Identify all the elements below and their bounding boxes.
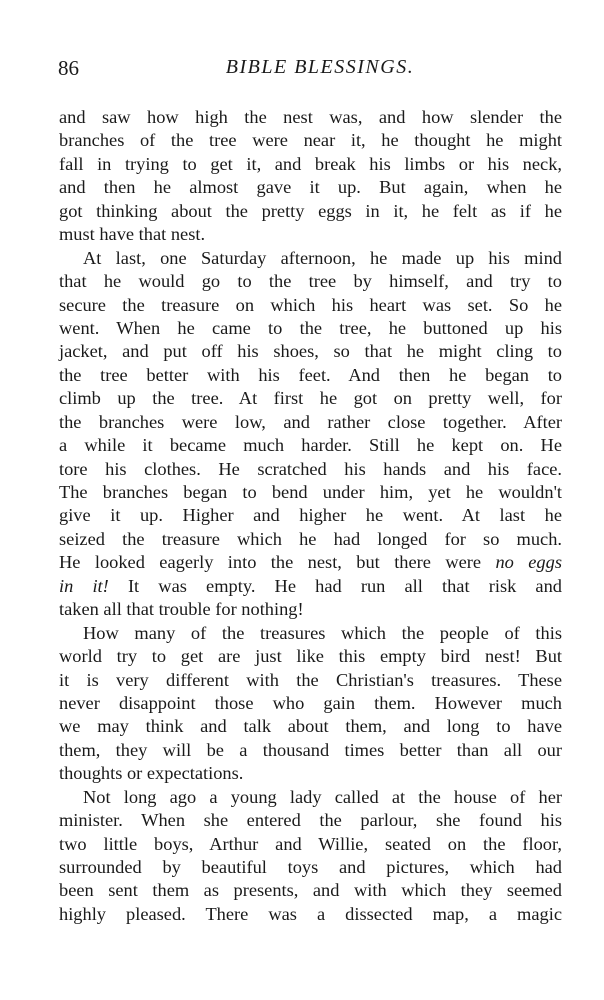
text-line: jacket, and put off his shoes, so that he might cling to: [59, 341, 562, 362]
text-line: minister. When she entered the parlour, she found his: [59, 810, 562, 831]
text-line: taken all that trouble for nothing!: [59, 599, 304, 620]
text-line: a while it became much harder. Still he kept on. He: [59, 435, 562, 456]
text-line: give it up. Higher and higher he went. At last he: [59, 505, 562, 526]
text-line: climb up the tree. At first he got on pretty well, for: [59, 388, 562, 409]
text-line: thoughts or expectations.: [59, 763, 244, 784]
text-line: them, they will be a thousand times better than all our: [59, 739, 562, 760]
text-line: must have that nest.: [59, 224, 206, 245]
text-line: it is very different with the Christian's treasures. These: [59, 669, 562, 690]
page-number: 86: [58, 56, 79, 80]
italic-segment: in it!: [59, 575, 109, 596]
text-line: [59, 575, 562, 598]
text-line: we may think and talk about them, and long to have: [59, 716, 562, 737]
text-line: and then he almost gave it up. But again, when he: [59, 177, 562, 198]
text-line: got thinking about the pretty eggs in it, he felt as if he: [59, 200, 562, 221]
body-text: [59, 106, 562, 926]
text-line: fall in trying to get it, and break his limbs or his neck,: [59, 153, 562, 174]
running-title: BIBLE BLESSINGS.: [225, 56, 415, 78]
text-line: the tree better with his feet. And then he began to: [59, 364, 562, 385]
text-line: highly pleased. There was a dissected map, a magic: [59, 903, 562, 924]
text-line: world try to get are just like this empty bird nest! But: [59, 646, 562, 667]
italic-segment: no eggs: [495, 552, 562, 573]
text-line: seized the treasure which he had longed for so much.: [59, 528, 562, 549]
text-line: branches of the tree were near it, he thought he might: [59, 130, 562, 151]
text-line: Not long ago a young lady called at the house of her: [83, 786, 562, 807]
text-line: tore his clothes. He scratched his hands and his face.: [59, 458, 562, 479]
text-line: never disappoint those who gain them. However much: [59, 692, 562, 713]
text-line: been sent them as presents, and with which they seemed: [59, 880, 562, 901]
text-line: that he would go to the tree by himself, and try to: [59, 271, 562, 292]
text-line: went. When he came to the tree, he buttoned up his: [59, 317, 562, 338]
text-line: [59, 551, 562, 574]
text-line: surrounded by beautiful toys and pictures, which had: [59, 857, 562, 877]
text-line: At last, one Saturday afternoon, he made up his mind: [83, 247, 562, 268]
text-segment: It was empty. He had run all that risk and: [127, 575, 562, 596]
text-line: secure the treasure on which his heart was set. So he: [59, 294, 562, 315]
page-header: [58, 56, 556, 90]
text-line: How many of the treasures which the people of this: [83, 622, 562, 643]
text-line: the branches were low, and rather close together. After: [59, 411, 562, 432]
text-line: and saw how high the nest was, and how slender the: [59, 107, 562, 127]
text-segment: He looked eagerly into the nest, but there were: [59, 552, 482, 573]
text-line: two little boys, Arthur and Willie, seated on the floor,: [59, 833, 562, 854]
text-line: The branches began to bend under him, yet he wouldn't: [59, 482, 562, 502]
